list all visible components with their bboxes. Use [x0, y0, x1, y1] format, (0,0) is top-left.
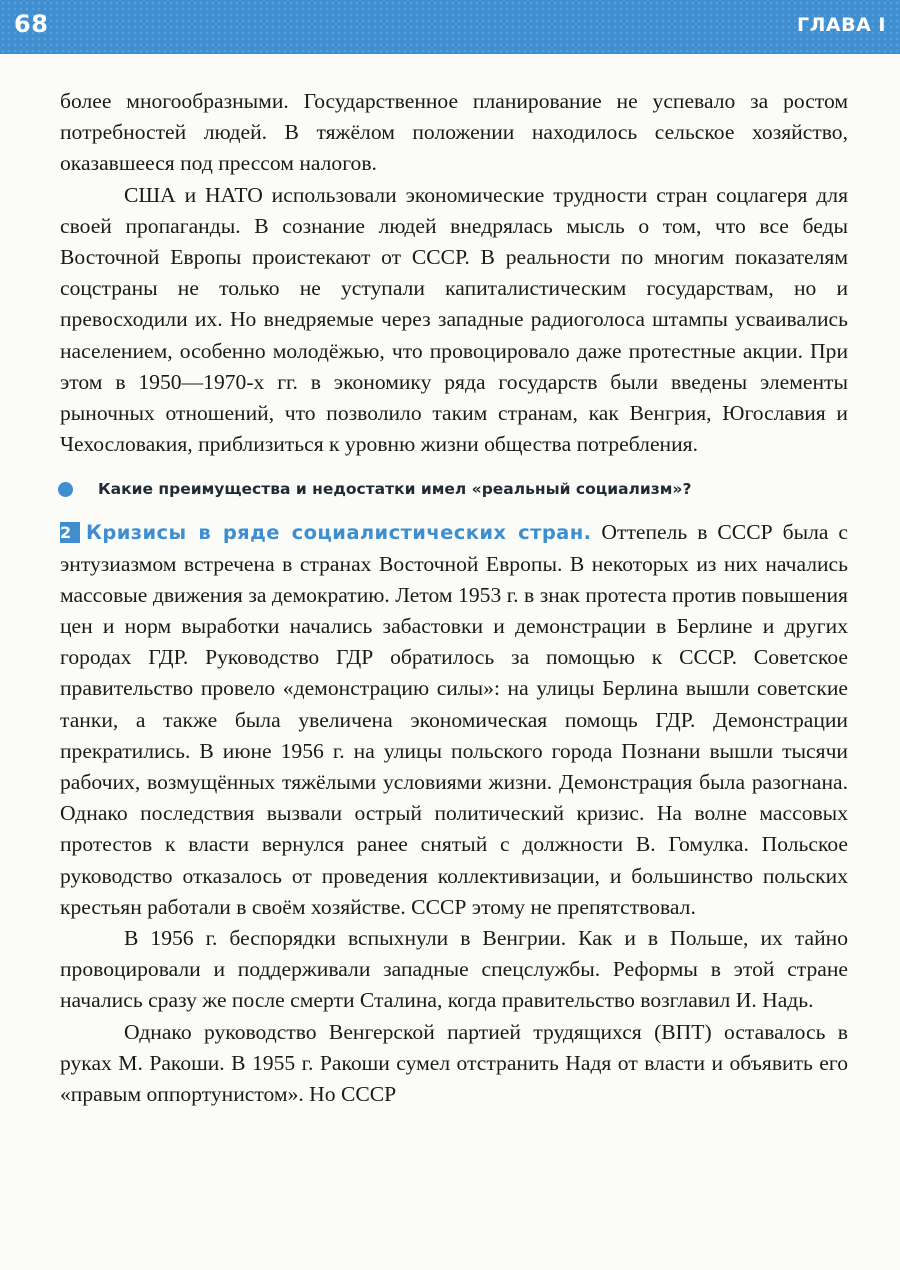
paragraph-hungary: В 1956 г. беспорядки вспыхнули в Венгрии. Как и в Польше, их тайно провоцировали и поддерживали западные спецслужбы. Реформы в этой стране начались сразу же после смерти Сталина, когда правительство возглавил И. Надь.: [60, 926, 848, 1013]
review-question-text: Какие преимущества и недостатки имел «реальный социализм»?: [98, 480, 692, 499]
chapter-label: ГЛАВА I: [797, 14, 886, 36]
page-body: [60, 86, 848, 1110]
section-lead-text: Оттепель в СССР была с энтузиазмом встречена в странах Восточной Европы. В некоторых из них начались массовые движения за демократию. Летом 1953 г. в знак протеста против повышения цен и норм выработки начались забастовки и демонстрации в Берлине и других городах ГДР. Руководство ГДР обратилось за помощью к СССР. Советское правительство провело «демонстрацию силы»: на улицы Берлина вышли советские танки, а также была увеличена экономическая помощь ГДР. Демонстрации прекратились. В июне 1956 г. на улицы польского города Познани вышли тысячи рабочих, возмущённых тяжёлыми условиями жизни. Демонстрация была разогнана. Однако последствия вызвали острый политический кризис. На волне массовых протестов к власти вернулся ранее снятый с должности В. Гомулка. Польское руководство отказалось от проведения коллективизации, и большинство польских крестьян работали в своём хозяйстве. СССР этому не препятствовал.: [60, 520, 849, 919]
page-header: [0, 0, 900, 54]
blue-dot-icon: [58, 482, 73, 497]
paragraph-continued: более многообразными. Государственное планирование не успевало за ростом потребностей людей. В тяжёлом положении находилось сельское хозяйство, оказавшееся под прессом налогов.: [60, 89, 848, 176]
section-paragraph: [60, 517, 848, 923]
section-number-badge: 2: [60, 522, 80, 543]
page-number: 68: [14, 10, 49, 38]
review-question: [58, 476, 848, 502]
section-title: Кризисы в ряде социалистических стран.: [86, 521, 592, 545]
paragraph-vpt: Однако руководство Венгерской партией трудящихся (ВПТ) оставалось в руках М. Ракоши. В 1955 г. Ракоши сумел отстранить Надя от власти и объявить его «правым оппортунистом». Но СССР: [60, 1019, 848, 1107]
paragraph-usa-nato: США и НАТО использовали экономические трудности стран соцлагеря для своей пропаганды. В сознание людей внедрялась мысль о том, что все беды Восточной Европы проистекают от СССР. В реальности по многим показателям соцстраны не только не уступали капиталистическим государствам, но и превосходили их. Но внедряемые через западные радиоголоса штампы усваивались населением, особенно молодёжью, что провоцировало даже протестные акции. При этом в 1950—1970-х гг. в экономику ряда государств были введены элементы рыночных отношений, что позволило таким странам, как Венгрия, Югославия и Чехословакия, приблизиться к уровню жизни общества потребления.: [60, 182, 848, 457]
